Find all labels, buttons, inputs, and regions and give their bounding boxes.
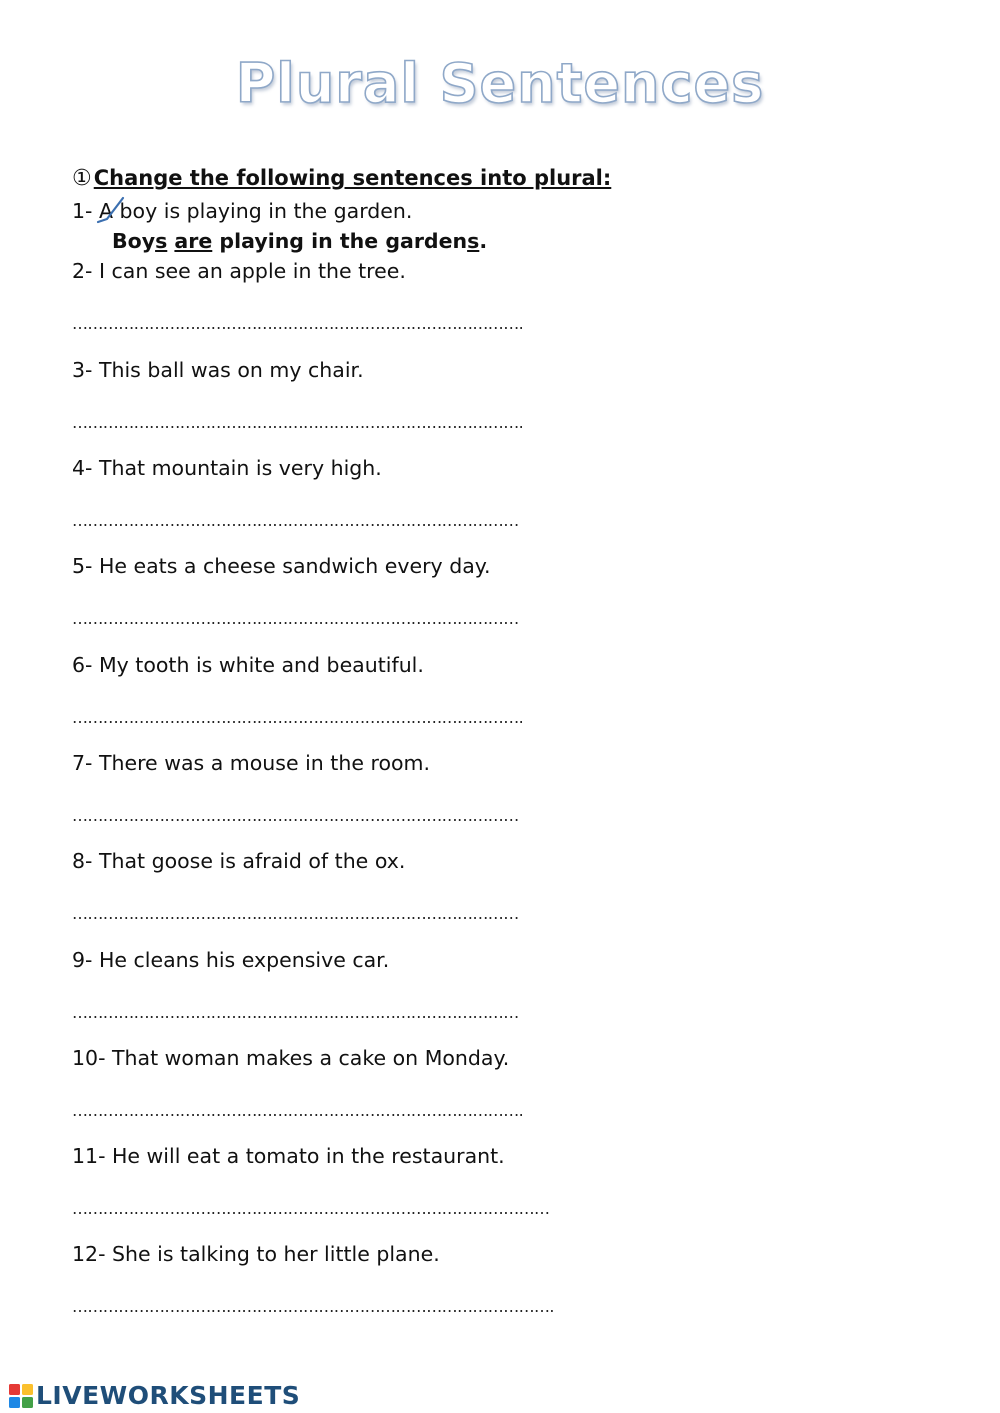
liveworksheets-logo-text: LIVEWORKSHEETS: [36, 1381, 301, 1410]
answer-line[interactable]: …………………………………………………………………………….: [72, 314, 524, 333]
answer-underlined: s: [467, 229, 480, 253]
answer-line[interactable]: …………………………………………………………………………….: [72, 708, 524, 727]
answer-line[interactable]: ……………………………………………………………………………: [72, 1003, 519, 1022]
example-rest: boy is playing in the garden.: [119, 199, 413, 223]
example-number: 1-: [72, 199, 93, 223]
page-title: Plural Sentences: [235, 52, 765, 115]
answer-line[interactable]: …………………………………………………………………………………: [72, 1199, 550, 1218]
question-text: 8- That goose is afraid of the ox.: [72, 849, 406, 873]
crossed-word-text: A: [98, 199, 114, 223]
question-text: 11- He will eat a tomato in the restaurant.: [72, 1144, 505, 1168]
example-question: [72, 199, 412, 223]
instruction: [72, 166, 611, 191]
question-text: 5- He eats a cheese sandwich every day.: [72, 554, 491, 578]
instruction-text: Change the following sentences into plural:: [93, 166, 612, 190]
liveworksheets-logo: [8, 1381, 300, 1410]
answer-line[interactable]: ……………………………………………………………………………: [72, 609, 519, 628]
answer-underlined: s: [155, 229, 168, 253]
answer-underlined: are: [174, 229, 213, 253]
answer-line[interactable]: ……………………………………………………………………………: [72, 904, 519, 923]
instruction-number: ①: [72, 166, 92, 191]
answer-line[interactable]: …………………………………………………………………………….: [72, 413, 524, 432]
question-text: 10- That woman makes a cake on Monday.: [72, 1046, 510, 1070]
answer-part: .: [479, 229, 488, 253]
liveworksheets-logo-icon: [8, 1383, 34, 1409]
answer-part: playing in the garden: [219, 229, 468, 253]
example-answer: [112, 229, 487, 253]
question-text: 6- My tooth is white and beautiful.: [72, 653, 424, 677]
pen-strike-mark: [95, 195, 129, 225]
answer-line[interactable]: ……………………………………………………………………………: [72, 511, 519, 530]
crossed-word: [99, 199, 113, 223]
question-text: 3- This ball was on my chair.: [72, 358, 364, 382]
question-text: 7- There was a mouse in the room.: [72, 751, 431, 775]
answer-line[interactable]: ………………………………………………………………………………….: [72, 1297, 554, 1316]
question-text: 2- I can see an apple in the tree.: [72, 259, 406, 283]
question-text: 12- She is talking to her little plane.: [72, 1242, 440, 1266]
question-text: 9- He cleans his expensive car.: [72, 948, 390, 972]
answer-line[interactable]: ……………………………………………………………………………: [72, 806, 519, 825]
answer-line[interactable]: …………………………………………………………………………….: [72, 1101, 524, 1120]
question-text: 4- That mountain is very high.: [72, 456, 382, 480]
answer-part: Boy: [112, 229, 156, 253]
